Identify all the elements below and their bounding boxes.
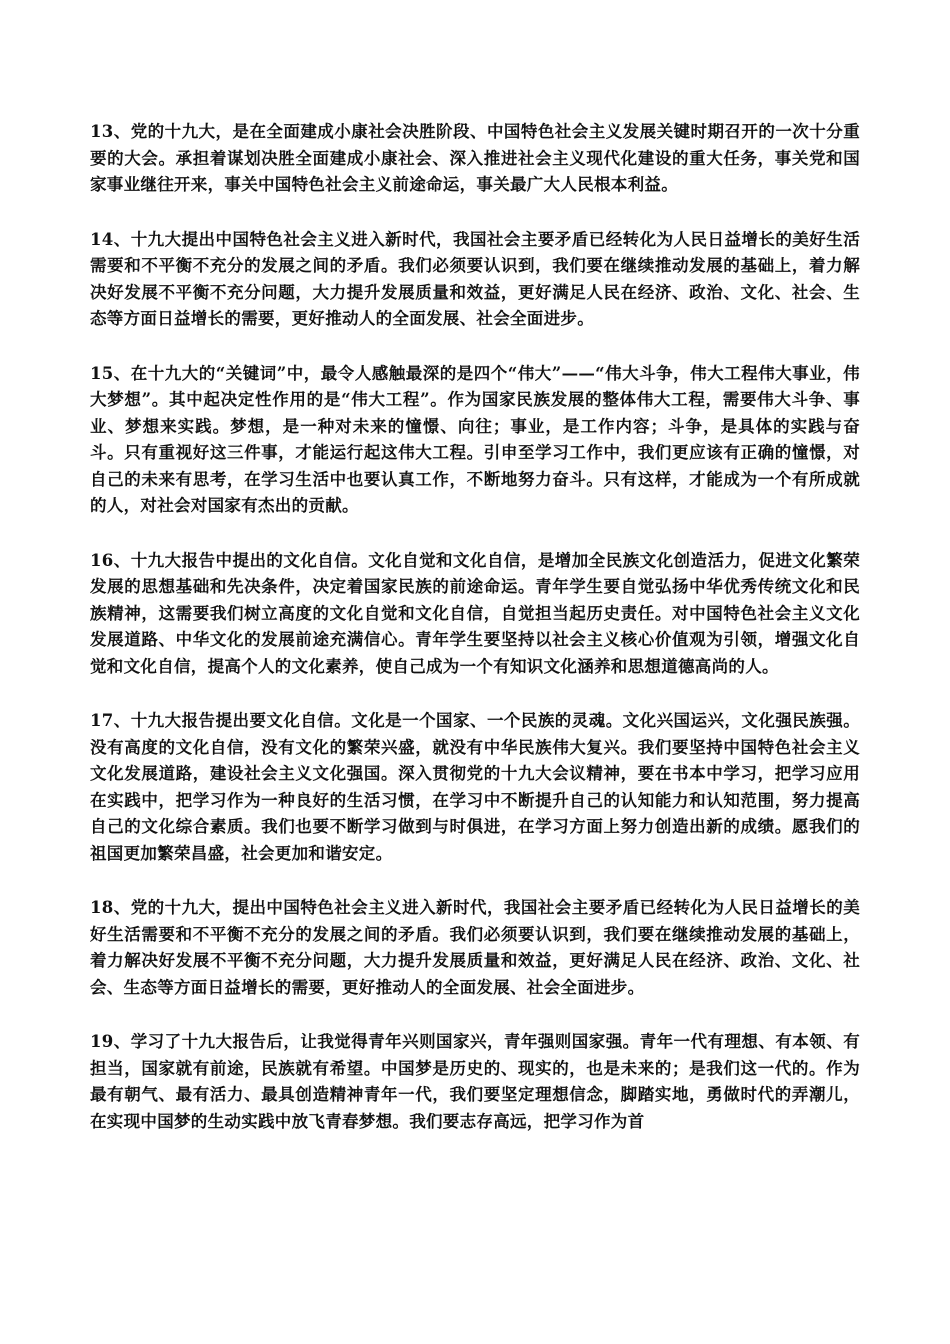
document-body xyxy=(90,119,860,1163)
paragraph-15: 15、在十九大的“关键词”中，最令人感触最深的是四个“伟大”——“伟大斗争，伟大工程伟大事业，伟大梦想”。其中起决定性作用的是“伟大工程”。作为国家民族发展的整体伟大工程，需要伟大斗争、事业、梦想来实践。梦想，是一种对未来的憧憬、向往；事业，是工作内容；斗争，是具体的实践与奋斗。只有重视好这三件事，才能运行起这伟大工程。引申至学习工作中，我们更应该有正确的憧憬，对自己的未来有思考，在学习生活中也要认真工作，不断地努力奋斗。只有这样，才能成为一个有所成就的人，对社会对国家有杰出的贡献。 xyxy=(90,363,860,515)
paragraph-16: 16、十九大报告中提出的文化自信。文化自觉和文化自信，是增加全民族文化创造活力，促进文化繁荣发展的思想基础和先决条件，决定着国家民族的前途命运。青年学生要自觉弘扬中华优秀传统文化和民族精神，这需要我们树立高度的文化自觉和文化自信，自觉担当起历史责任。对中国特色社会主义文化发展道路、中华文化的发展前途充满信心。青年学生要坚持以社会主义核心价值观为引领，增强文化自觉和文化自信，提高个人的文化素养，使自己成为一个有知识文化涵养和思想道德高尚的人。 xyxy=(90,550,860,676)
paragraph-18: 18、党的十九大，提出中国特色社会主义进入新时代，我国社会主要矛盾已经转化为人民日益增长的美好生活需要和不平衡不充分的发展之间的矛盾。我们必须要认识到，我们要在继续推动发展的基础上，着力解决好发展不平衡不充分问题，大力提升发展质量和效益，更好满足人民在经济、政治、文化、社会、生态等方面日益增长的需要，更好推动人的全面发展、社会全面进步。 xyxy=(90,898,860,997)
paragraph-13: 13、党的十九大，是在全面建成小康社会决胜阶段、中国特色社会主义发展关键时期召开的一次十分重要的大会。承担着谋划决胜全面建成小康社会、深入推进社会主义现代化建设的重大任务，事关党和国家事业继往开来，事关中国特色社会主义前途命运，事关最广大人民根本利益。 xyxy=(90,122,860,194)
paragraph-19: 19、学习了十九大报告后，让我觉得青年兴则国家兴，青年强则国家强。青年一代有理想、有本领、有担当，国家就有前途，民族就有希望。中国梦是历史的、现实的，也是未来的；是我们这一代的。作为最有朝气、最有活力、最具创造精神青年一代，我们要坚定理想信念，脚踏实地，勇做时代的弄潮儿，在实现中国梦的生动实践中放飞青春梦想。我们要志存高远，把学习作为首 xyxy=(90,1032,860,1131)
paragraph-17: 17、十九大报告提出要文化自信。文化是一个国家、一个民族的灵魂。文化兴国运兴，文化强民族强。没有高度的文化自信，没有文化的繁荣兴盛，就没有中华民族伟大复兴。我们要坚持中国特色社会主义文化发展道路，建设社会主义文化强国。深入贯彻党的十九大会议精神，要在书本中学习，把学习应用在实践中，把学习作为一种良好的生活习惯，在学习中不断提升自己的认知能力和认知范围，努力提高自己的文化综合素质。我们也要不断学习做到与时俱进，在学习方面上努力创造出新的成绩。愿我们的祖国更加繁荣昌盛，社会更加和谐安定。 xyxy=(90,711,860,863)
paragraph-14: 14、十九大提出中国特色社会主义进入新时代，我国社会主要矛盾已经转化为人民日益增长的美好生活需要和不平衡不充分的发展之间的矛盾。我们必须要认识到，我们要在继续推动发展的基础上，着力解决好发展不平衡不充分问题，大力提升发展质量和效益，更好满足人民在经济、政治、文化、社会、生态等方面日益增长的需要，更好推动人的全面发展、社会全面进步。 xyxy=(90,229,860,328)
